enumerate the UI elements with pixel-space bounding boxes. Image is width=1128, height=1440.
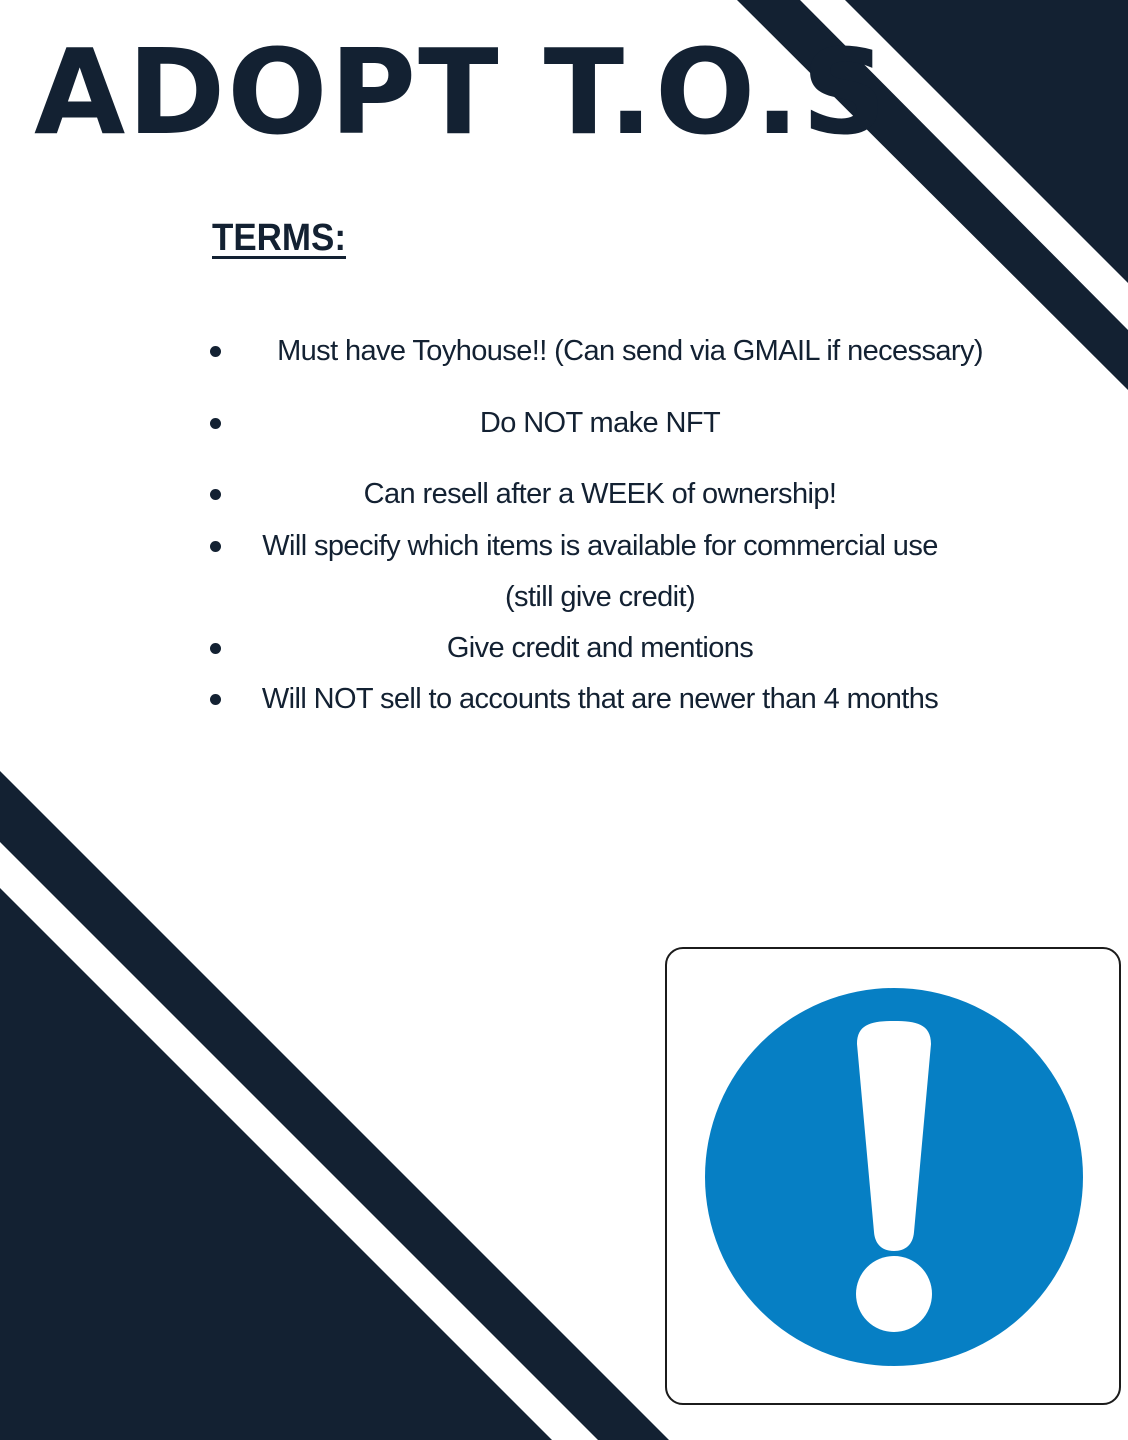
term-item [200, 674, 1000, 725]
term-item [200, 326, 1000, 377]
term-text: Do NOT make NFT [479, 407, 721, 439]
bottom-left-corner-band [0, 888, 552, 1440]
term-item [200, 469, 1000, 520]
term-item [200, 521, 1000, 623]
bullet-icon [210, 541, 221, 552]
term-text: Will specify which items is available for commercial use (still give credit) [262, 530, 938, 613]
bullet-icon [210, 346, 221, 357]
terms-heading: TERMS: [212, 217, 347, 259]
term-text: Will NOT sell to accounts that are newer than 4 months [261, 683, 939, 715]
bullet-icon [210, 418, 221, 429]
term-text: Give credit and mentions [446, 632, 754, 664]
notice-sign [665, 947, 1121, 1405]
bullet-icon [210, 694, 221, 705]
term-item [200, 398, 1000, 449]
exclamation-dot [856, 1256, 932, 1332]
bullet-icon [210, 489, 221, 500]
bullet-icon [210, 643, 221, 654]
term-text: Can resell after a WEEK of ownership! [363, 478, 837, 510]
term-text: Must have Toyhouse!! (Can send via GMAIL if necessary) [277, 335, 983, 367]
page-title: ADOPT T.O.S [34, 23, 889, 161]
term-item [200, 623, 1000, 674]
exclamation-mark-icon [667, 949, 1119, 1403]
